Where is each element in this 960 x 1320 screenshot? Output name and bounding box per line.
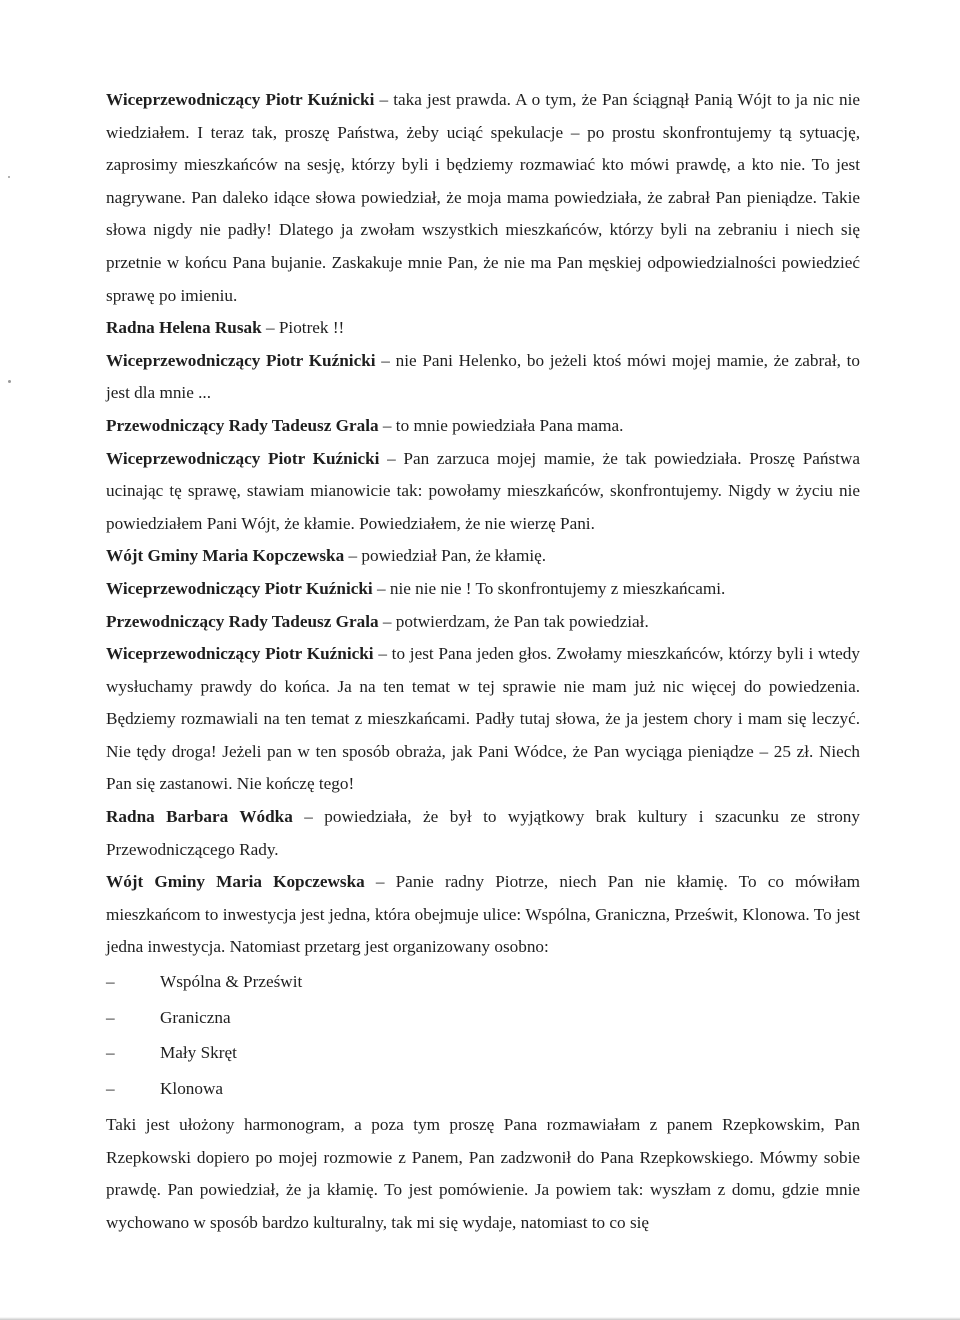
list-dash: – (106, 1007, 115, 1027)
list-item-text: Wspólna & Prześwit (160, 972, 303, 992)
statement-text: – Pan zarzuca mojej mamie, że tak powiedziała. Proszę Państwa ucinając tę sprawę, stawiam mianowicie tak: powołamy mieszkańców, skonfrontujemy. Nigdy w życiu nie powiedziałem Pani Wójt, że kłamie. Powiedziałem, że nie wierzę Pani. (106, 448, 860, 533)
list-dash: – (106, 972, 115, 992)
list-item (106, 1071, 860, 1107)
closing-paragraph: Taki jest ułożony harmonogram, a poza tym proszę Pana rozmawiałam z panem Rzepkowskim, Pan Rzepkowski dopiero po mojej rozmowie z Panem, Pan zadzwonił do Pana Rzepkowskiego. Mówmy sobie prawdę. Pan powiedział, że ja kłamię. To jest pomówienie. Ja powiem tak: wyszłam z domu, gdzie mnie wychowano w sposób bardzo kulturalny, tak mi się wydaje, natomiast to co się (106, 1115, 860, 1232)
speaker-name: Radna Barbara Wódka (106, 807, 293, 827)
document-page (106, 84, 860, 1239)
list-dash: – (106, 1043, 115, 1063)
statement-text: – powiedziała, że był to wyjątkowy brak kultury i szacunku ze strony Przewodniczącego Rady. (106, 807, 860, 859)
speaker-name: Przewodniczący Rady Tadeusz Grala (106, 415, 379, 435)
speaker-name: Wiceprzewodniczący Piotr Kuźnicki (106, 350, 376, 370)
statement-text: – to jest Pana jeden głos. Zwołamy mieszkańców, którzy byli i wtedy wysłuchamy prawdy do końca. Ja na ten temat w tej sprawie nie mam już nic więcej do powiedzenia. Będziemy rozmawiali na ten temat z mieszkańcami. Padły tutaj słowa, że ja jestem chory i mam się leczyć. Nie tędy droga! Jeżeli pan w ten sposób obraża, jak Pani Wódce, że Pan wyciąga pieniądze – 25 zł. Niech Pan się zastanowi. Nie kończę tego! (106, 644, 860, 794)
transcript-paragraph (106, 84, 860, 312)
statement-text: – to mnie powiedziała Pana mama. (378, 415, 624, 435)
tender-list (106, 964, 860, 1106)
list-item (106, 1035, 860, 1071)
speaker-name: Wiceprzewodniczący Piotr Kuźnicki (106, 90, 375, 109)
statement-text: – nie nie nie ! To skonfrontujemy z mieszkańcami. (372, 578, 726, 598)
statement-text: – Panie radny Piotrze, niech Pan nie kłamię. To co mówiłam mieszkańcom to inwestycja jest jedna, która obejmuje ulice: Wspólna, Graniczna, Prześwit, Klonowa. To jest jedna inwestycja. Natomiast przetarg jest organizowany osobno: (106, 872, 860, 957)
speaker-name: Wójt Gminy Maria Kopczewska (106, 546, 345, 566)
transcript-paragraph (106, 410, 860, 443)
speaker-name: Radna Helena Rusak (106, 318, 262, 338)
list-item-text: Graniczna (160, 1007, 231, 1027)
scan-speck (8, 380, 11, 383)
scan-speck (8, 176, 10, 178)
transcript-paragraph (106, 312, 860, 345)
speaker-name: Wiceprzewodniczący Piotr Kuźnicki (106, 578, 373, 598)
list-item-text: Mały Skręt (160, 1043, 237, 1063)
speaker-name: Wójt Gminy Maria Kopczewska (106, 872, 365, 892)
transcript-paragraph (106, 540, 860, 573)
speaker-name: Wiceprzewodniczący Piotr Kuźnicki (106, 448, 380, 468)
transcript-paragraph (106, 638, 860, 801)
list-item (106, 1000, 860, 1036)
speaker-name: Wiceprzewodniczący Piotr Kuźnicki (106, 644, 374, 664)
statement-text: – powiedział Pan, że kłamię. (344, 546, 547, 566)
statement-text: – potwierdzam, że Pan tak powiedział. (378, 611, 649, 631)
statement-text: – nie Pani Helenko, bo jeżeli ktoś mówi mojej mamie, że zabrał, to jest dla mnie ... (106, 350, 860, 403)
speaker-name: Przewodniczący Rady Tadeusz Grala (106, 611, 379, 631)
statement-text: – Piotrek !! (261, 318, 345, 338)
list-item-text: Klonowa (160, 1078, 224, 1098)
transcript-paragraph (106, 443, 860, 541)
statement-text: – taka jest prawda. A o tym, że Pan ściągnął Panią Wójt to ja nic nie wiedziałem. I teraz tak, proszę Państwa, żeby uciąć spekulacje – po prostu skonfrontujemy tą sytuację, zaprosimy mieszkańców na sesję, którzy byli i będziemy rozmawiać kto mówi prawdę, a kto nie. To jest nagrywane. Pan daleko idące słowa powiedział, że moja mama powiedziała, że zabrał Pan pieniądze. Takie słowa nigdy nie padły! Dlatego ja zwołam wszystkich mieszkańców, którzy byli na zebraniu i niech się przetnie w końcu Pana bujanie. Zaskakuje mnie Pan, że nie ma Pan męskiej odpowiedzialności powiedzieć sprawę po imieniu. (106, 90, 861, 305)
transcript-paragraph (106, 573, 860, 606)
list-item (106, 964, 860, 1000)
transcript-paragraph (106, 866, 860, 964)
transcript-paragraph (106, 606, 860, 639)
list-dash: – (106, 1078, 115, 1098)
transcript-paragraph (106, 801, 860, 866)
transcript-paragraph (106, 345, 860, 410)
